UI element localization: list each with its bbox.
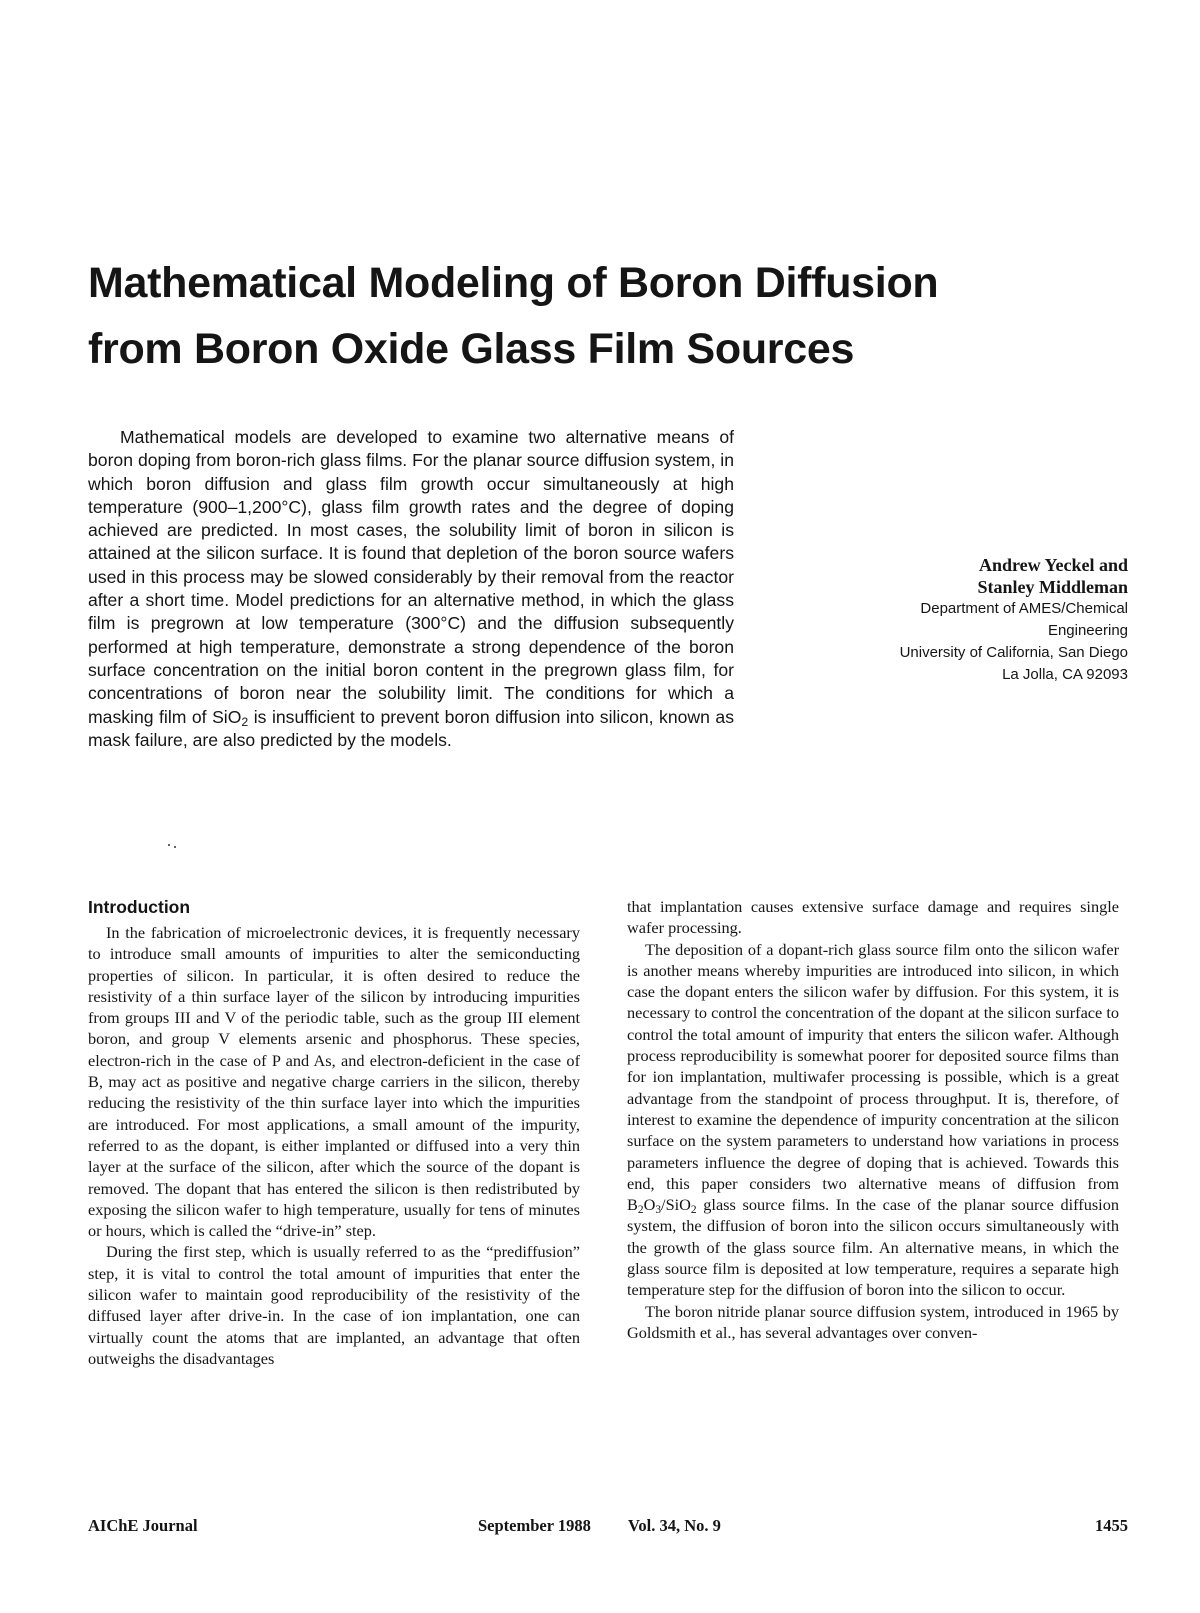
body-text: /SiO	[661, 1195, 691, 1215]
abstract-text-1: Mathematical models are developed to examine two alternative means of boron doping from boron-rich glass films. For the planar source diffusion system, in which boron diffusion and glass film growth occur simultaneously at high temperature (900–1,200°C), glass film growth rates and the degree of doping achieved are predicted. In most cases, the solubility limit of boron in silicon is attained at the silicon surface. It is found that depletion of the boron source wafers used in this process may be slowed considerably by their removal from the reactor after a short time. Model predictions for an alternative method, in which the glass film is pregrown at low temperature (300°C) and the diffusion subsequently performed at high temperature, demonstrate a strong dependence of the boron surface concentration on the initial boron content in the pregrown glass film, for concentrations of boron near the solubility limit. The conditions for which a masking film of SiO	[88, 427, 734, 727]
footer-volume: Vol. 34, No. 9	[628, 1516, 721, 1535]
footer-journal: AIChE Journal	[88, 1516, 198, 1535]
title-line-2: from Boron Oxide Glass Film Sources	[88, 325, 855, 373]
body-paragraph	[627, 939, 1119, 1301]
footer-page-number: 1455	[1095, 1516, 1128, 1535]
footer-date: September 1988	[478, 1516, 591, 1535]
affiliation-line: Engineering	[1047, 622, 1128, 639]
paper-title	[88, 250, 1128, 382]
affiliation-line: University of California, San Diego	[899, 644, 1128, 661]
author-line-2: Stanley Middleman	[977, 577, 1128, 597]
section-heading-introduction: Introduction	[88, 897, 191, 917]
affiliation-line: Department of AMES/Chemical	[920, 600, 1128, 617]
body-column-left	[88, 922, 580, 1369]
body-column-right	[627, 896, 1119, 1343]
subscript: 3	[655, 1204, 662, 1217]
subscript: 2	[637, 1204, 644, 1217]
subscript: 2	[690, 1204, 697, 1217]
body-paragraph: During the first step, which is usually referred to as the “prediffusion” step, it is vital to control the total amount of impurities that enter the silicon wafer to maintain good reproducibility of the resistivity of the diffused layer after drive-in. In the case of ion implantation, one can virtually count the atoms that are implanted, an advantage that often outweighs the disadvantages	[88, 1242, 580, 1368]
abstract-subscript: 2	[241, 714, 249, 729]
body-text: glass source films. In the case of the planar source diffusion system, the diffusion of boron into the silicon occurs simultaneously with the growth of the glass source film. An alternative means, in which the glass source film is deposited at low temperature, requires a separate high temperature step for the diffusion of boron into the silicon to occur.	[627, 1195, 1119, 1300]
abstract-text-2: is insufficient to prevent boron diffusion into silicon, known as mask failure, are also predicted by the models.	[88, 706, 734, 750]
abstract	[88, 426, 734, 752]
author-block	[840, 554, 1128, 686]
body-paragraph: that implantation causes extensive surface damage and requires single wafer processing.	[627, 897, 1119, 938]
body-paragraph: In the fabrication of microelectronic devices, it is frequently necessary to introduce small amounts of impurities to alter the semiconducting properties of silicon. In particular, it is often desired to reduce the resistivity of a thin surface layer of the silicon by introducing impurities from groups III and V of the periodic table, such as the group III element boron, and group V elements arsenic and phosphorus. These species, electron-rich in the case of P and As, and electron-deficient in the case of B, may act as positive and negative charge carriers in the silicon, thereby reducing the resistivity of the thin surface layer into which the impurities are introduced. For most applications, a small amount of the impurity, referred to as the dopant, is either implanted or diffused into a very thin layer at the surface of the silicon, after which the source of the dopant is removed. The dopant that has entered the silicon is then redistributed by exposing the silicon wafer to high temperature, usually for tens of minutes or hours, which is called the “drive-in” step.	[88, 923, 580, 1241]
body-text: O	[643, 1195, 656, 1215]
body-text: The deposition of a dopant-rich glass source film onto the silicon wafer is another means whereby impurities are introduced into silicon, in which case the dopant enters the silicon wafer by diffusion. For this system, it is necessary to control the concentration of the dopant at the silicon surface to control the total amount of impurity that enters the silicon wafer. Although process reproducibility is somewhat poorer for deposited source films than for ion implantation, multiwafer processing is possible, which is a great advantage from the standpoint of process throughput. It is, therefore, of interest to examine the dependence of impurity concentration at the silicon surface on the system parameters to understand how variations in process parameters influence the degree of doping that is achieved. Towards this end, this paper considers two alternative means of diffusion from B	[627, 939, 1119, 1215]
affiliation-line: La Jolla, CA 92093	[1002, 666, 1128, 683]
body-paragraph: The boron nitride planar source diffusion system, introduced in 1965 by Goldsmith et al., has several advantages over conven-	[627, 1301, 1119, 1342]
abstract-paragraph	[88, 426, 734, 752]
author-line-1: Andrew Yeckel and	[978, 555, 1128, 575]
title-line-1: Mathematical Modeling of Boron Diffusion	[88, 259, 939, 307]
scan-speck	[168, 844, 178, 848]
